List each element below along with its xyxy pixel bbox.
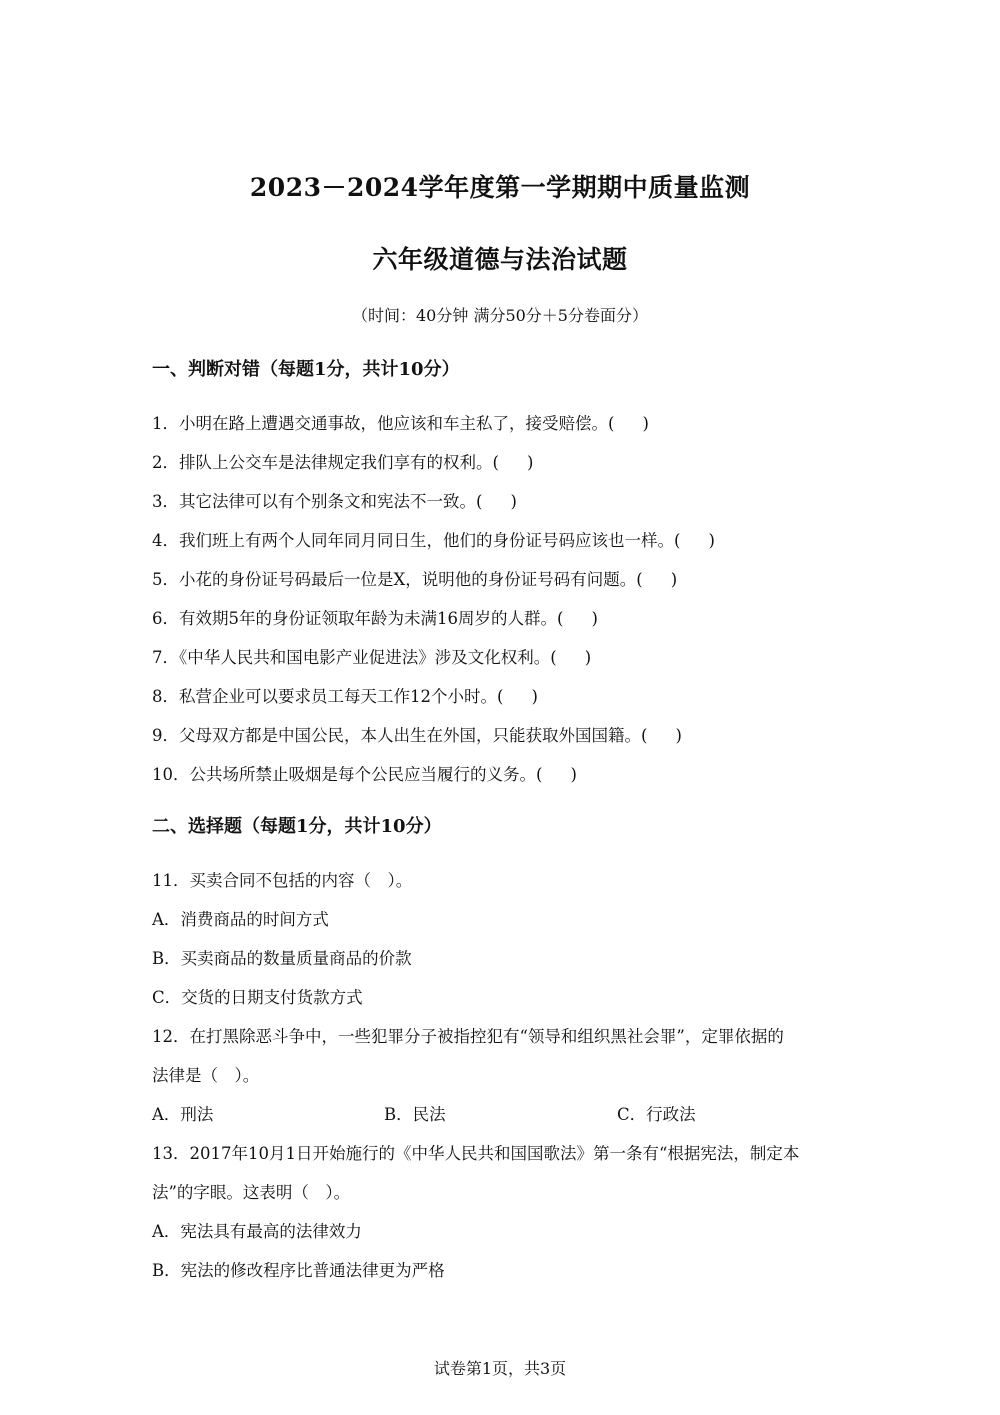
question-8: 8．私营企业可以要求员工每天工作12个小时。( )	[152, 687, 538, 706]
question-3: 3．其它法律可以有个别条文和宪法不一致。( )	[152, 492, 517, 511]
question-11-option-a: A．消费商品的时间方式	[152, 910, 329, 929]
question-11-stem: 11．买卖合同不包括的内容（ ）。	[152, 871, 413, 890]
question-13-stem-line2: 法”的字眼。这表明（ ）。	[152, 1183, 351, 1202]
question-4: 4．我们班上有两个人同年同月同日生，他们的身份证号码应该也一样。( )	[152, 531, 715, 550]
question-13-option-b: B．宪法的修改程序比普通法律更为严格	[152, 1261, 445, 1280]
question-13-stem-line1: 13．2017年10月1日开始施行的《中华人民共和国国歌法》第一条有“根据宪法，制定本	[152, 1144, 800, 1163]
question-2: 2．排队上公交车是法律规定我们享有的权利。( )	[152, 453, 534, 472]
question-11-option-b: B．买卖商品的数量质量商品的价款	[152, 949, 412, 968]
question-12-option-c: C．行政法	[617, 1105, 696, 1124]
question-7: 7．《中华人民共和国电影产业促进法》涉及文化权利。( )	[152, 648, 592, 667]
section-heading-multiple-choice: 二、选择题（每题1分，共计10分）	[152, 816, 442, 837]
exam-title: 2023－2024学年度第一学期期中质量监测	[249, 173, 751, 202]
question-9: 9．父母双方都是中国公民，本人出生在外国，只能获取外国国籍。( )	[152, 726, 682, 745]
exam-time-info: （时间：40分钟 满分50分＋5分卷面分）	[352, 306, 648, 325]
question-12-option-b: B．民法	[384, 1105, 446, 1124]
question-11-option-c: C．交货的日期支付货款方式	[152, 988, 363, 1007]
question-5: 5．小花的身份证号码最后一位是X，说明他的身份证号码有问题。( )	[152, 570, 678, 589]
question-6: 6．有效期5年的身份证领取年龄为未满16周岁的人群。( )	[152, 609, 598, 628]
section-heading-true-false: 一、判断对错（每题1分，共计10分）	[152, 359, 460, 380]
question-12-stem-line1: 12．在打黑除恶斗争中，一些犯罪分子被指控犯有“领导和组织黑社会罪”，定罪依据的	[152, 1027, 784, 1046]
question-12-stem-line2: 法律是（ ）。	[152, 1066, 260, 1085]
question-1: 1．小明在路上遭遇交通事故，他应该和车主私了，接受赔偿。( )	[152, 414, 649, 433]
question-13-option-a: A．宪法具有最高的法律效力	[152, 1222, 362, 1241]
question-12-option-a: A．刑法	[152, 1105, 214, 1124]
page-footer: 试卷第1页，共3页	[433, 1359, 567, 1378]
exam-subject-title: 六年级道德与法治试题	[372, 245, 628, 274]
question-10: 10．公共场所禁止吸烟是每个公民应当履行的义务。( )	[152, 765, 577, 784]
